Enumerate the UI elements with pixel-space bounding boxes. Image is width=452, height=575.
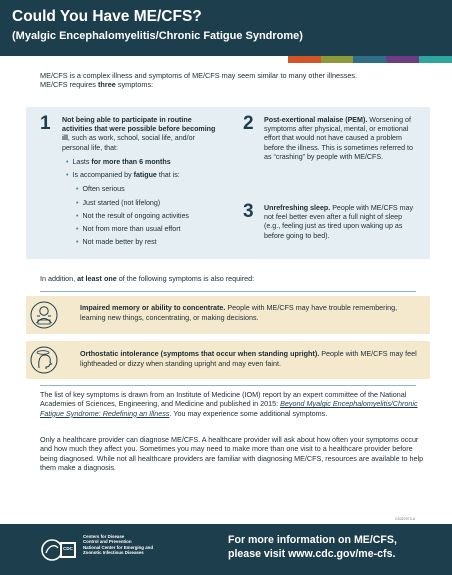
- intro-bold: three: [97, 80, 116, 90]
- symptom-number-2: 2: [243, 113, 254, 134]
- bullet-dot-icon: •: [76, 212, 79, 220]
- document-code: CS322973-A: [395, 517, 416, 521]
- divider: [40, 291, 416, 292]
- agency-line-2: Control and Prevention: [83, 539, 132, 545]
- symptom-2-text: [264, 116, 420, 162]
- cdc-logo-text: CDC: [63, 546, 73, 551]
- fatigue-sub-5-text: Not made better by rest: [82, 238, 157, 246]
- fatigue-sub-2: [76, 199, 160, 208]
- symptom-3-bold: Unrefreshing sleep.: [264, 204, 331, 212]
- agency-name: [83, 534, 173, 556]
- more-info-line-1: For more information on ME/CFS,: [228, 534, 397, 546]
- bullet-dot-icon: •: [76, 185, 79, 193]
- fatigue-sub-4-text: Not from more than usual effort: [82, 225, 181, 233]
- bullet-dot-icon: •: [76, 199, 79, 207]
- intro-text: [40, 71, 430, 90]
- bullet-2-post: that is:: [156, 171, 180, 179]
- dizzy-head-icon: [30, 346, 58, 374]
- fatigue-sub-1: [76, 185, 125, 194]
- symptom-number-1: 1: [40, 113, 51, 134]
- color-stripe-teal: [419, 56, 452, 63]
- fatigue-sub-3: [76, 212, 189, 221]
- fatigue-sub-3-text: Not the result of ongoing activities: [82, 212, 189, 220]
- thinking-person-icon: [30, 301, 58, 329]
- agency-line-3: National Center for Emerging and: [83, 544, 154, 550]
- more-info-text: [228, 534, 443, 561]
- symptom-2-bold: Post-exertional malaise (PEM).: [264, 116, 368, 124]
- bullet-1-bold: for more than 6 months: [91, 158, 171, 166]
- symptom-number-3: 3: [243, 201, 254, 222]
- symptom-1-bullet-2: [66, 171, 226, 180]
- fatigue-sub-4: [76, 225, 181, 234]
- intro-post: symptoms:: [115, 80, 154, 90]
- color-stripe-orange: [288, 56, 321, 63]
- symptom-1-rest: , such as work, school, social life, and/or personal life, that:: [62, 134, 195, 152]
- intro-line-2: [40, 80, 430, 89]
- additional-bold: at least one: [77, 274, 117, 283]
- more-info-link[interactable]: please visit www.cdc.gov/me-cfs.: [228, 547, 396, 560]
- iom-report-link[interactable]: Beyond Myalgic Encephalomyelitis/Chronic Fatigue Syndrome: Redefining an Illness: [40, 399, 418, 418]
- color-stripe-purple: [386, 56, 419, 63]
- symptom-1-text: [62, 116, 222, 153]
- extra-1-bold: Impaired memory or ability to concentrate.: [80, 303, 226, 312]
- diagnosis-paragraph: Only a healthcare provider can diagnose ME/CFS. A healthcare provider will ask about how often your symptoms occur and how much they affect you. Sometimes you may need to make more than one visit to a healthcare provider before being diagnosed. While not all healthcare providers are familiar with diagnosing ME/CFS, resources are available to help them make a diagnosis.: [40, 435, 424, 473]
- extra-symptom-memory-text: [80, 303, 424, 322]
- symptom-3-rest: People with ME/CFS may not feel better even after a full night of sleep (e.g., feeling just as tired upon waking up as before going to bed).: [264, 204, 414, 240]
- symptom-2-rest: Worsening of symptoms after physical, mental, or emotional effort that would not have caused a problem before the illness. This is sometimes referred to as “crashing” by people with ME/CFS.: [264, 116, 413, 161]
- additional-symptoms-intro: [40, 274, 430, 283]
- iom-post: . You may experience some additional symptoms.: [169, 408, 328, 418]
- bullet-2-pre: Is accompanied by: [72, 171, 134, 179]
- additional-post: of the following symptoms is also required:: [116, 274, 255, 283]
- symptom-1-bullet-1: [66, 158, 226, 167]
- color-stripe-blue: [353, 56, 386, 63]
- bullet-dot-icon: •: [76, 225, 79, 233]
- iom-source-paragraph: [40, 390, 432, 418]
- symptom-1-bold: Not being able to participate in routine activities that were possible before becoming ill: [62, 116, 216, 143]
- additional-pre: In addition,: [40, 274, 78, 283]
- page-subtitle: (Myalgic Encephalomyelitis/Chronic Fatigue Syndrome): [12, 30, 303, 42]
- extra-2-bold: Orthostatic intolerance (symptoms that occur when standing upright).: [80, 349, 320, 358]
- color-stripe-olive: [321, 56, 353, 63]
- page-header: [0, 0, 452, 56]
- iom-pre: The list of key symptoms is drawn from an Institute of Medicine (IOM) report by an expert committee of the National Academies of Sciences, Engineering, and Medicine and published in 2015:: [40, 390, 407, 409]
- extra-2-rest: People with ME/CFS may feel lightheaded or dizzy when standing upright and may even faint.: [80, 349, 417, 368]
- bullet-2-bold: fatigue: [133, 171, 157, 179]
- divider: [40, 385, 416, 386]
- bullet-dot-icon: •: [66, 171, 69, 179]
- agency-line-4: Zoonotic Infectious Diseases: [83, 550, 144, 556]
- fatigue-sub-2-text: Just started (not lifelong): [82, 199, 161, 207]
- bullet-1-pre: Lasts: [72, 158, 92, 166]
- fatigue-sub-5: [76, 238, 157, 247]
- extra-symptom-orthostatic-text: [80, 349, 424, 368]
- agency-line-1: Centers for Disease: [83, 534, 125, 539]
- intro-line-1: ME/CFS is a complex illness and symptoms of ME/CFS may seem similar to many other illnesses.: [40, 71, 358, 80]
- extra-1-rest: People with ME/CFS may have trouble remembering, learning new things, concentrating, or making decisions.: [80, 303, 398, 322]
- symptom-3-text: [264, 204, 420, 241]
- intro-pre: ME/CFS requires: [40, 80, 98, 90]
- bullet-dot-icon: •: [76, 238, 79, 246]
- page-title: Could You Have ME/CFS?: [12, 8, 202, 25]
- bullet-dot-icon: •: [66, 158, 69, 166]
- fatigue-sub-1-text: Often serious: [82, 185, 125, 193]
